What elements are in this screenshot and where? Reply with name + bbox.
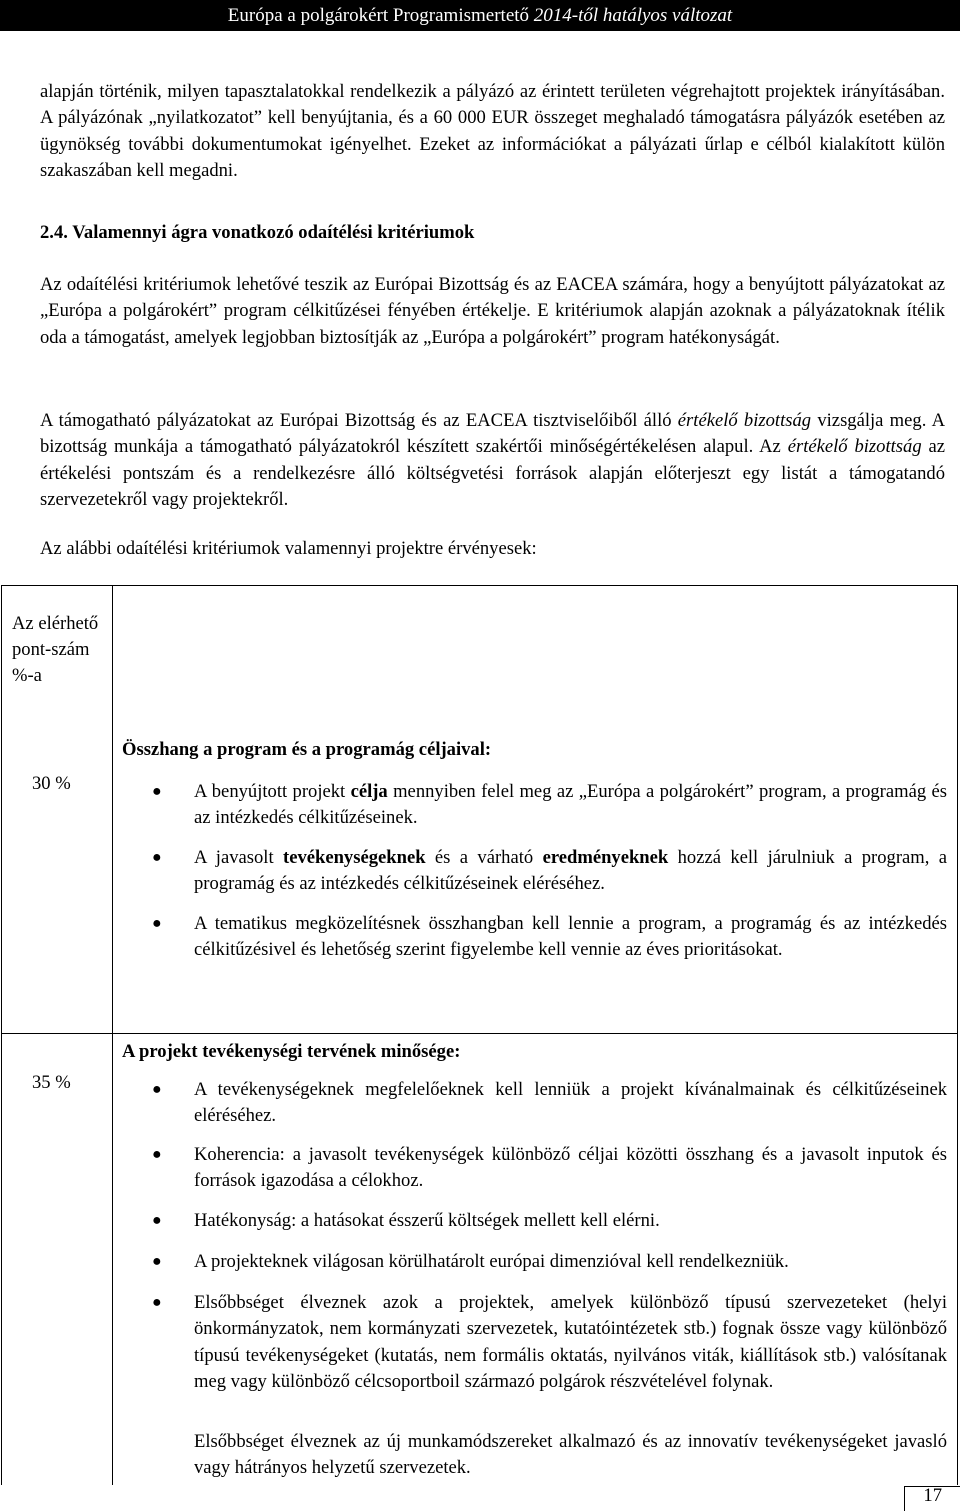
row2-bullet-1: A tevékenységeknek megfelelőeknek kell lenniük a projekt kívánalmainak és célkitűzéseinek eléréséhez. — [194, 1079, 947, 1127]
row1-bullet-3: A tematikus megközelítésnek összhangban kell lennie a program, a programág és az intézkedés célkitűzésivel és lehetőség szerint figyelembe kell vennie az éves prioritásokat. — [194, 913, 947, 961]
row1-bullet-2 — [194, 845, 947, 898]
para2-text-a: A támogatható pályázatokat az Európai Bizottság és az EACEA tisztviselőiből álló — [40, 410, 678, 431]
bullet-icon: ● — [152, 1146, 162, 1163]
intro-paragraph: alapján történik, milyen tapasztalatokkal rendelkezik a pályázó az érintett területen végrehajtott projektek irányításában. A pályázónak „nyilatkozatot” kell benyújtania, és a 60 000 EUR összeget meghaladó támogatásra pályázók esetében az ügynökség további dokumentumokat igényelhet. Ezeket az információkat a pályázati űrlap e célból kialakított külön szakaszában kell megadni. — [40, 81, 945, 182]
table-row-divider — [1, 1033, 958, 1034]
row1-bullet-1 — [194, 779, 947, 832]
row2-paragraph-6: Elsőbbséget élveznek az új munkamódszereket alkalmazó és az innovatív tevékenységeket javasló vagy hátrányos helyzetű szervezetek. — [194, 1431, 947, 1479]
bullet-icon: ● — [152, 1253, 162, 1270]
bullet-icon: ● — [152, 783, 162, 800]
running-header — [0, 0, 960, 31]
bullet-icon: ● — [152, 915, 162, 932]
row2-bullet-4: A projekteknek világosan körülhatárolt európai dimenzióval kell rendelkezniük. — [194, 1251, 789, 1272]
row1-percent: 30 % — [32, 773, 71, 794]
bullet-icon: ● — [152, 1081, 162, 1098]
row1-b2-text-e: hozzá kell járulniuk a program, a programág és az intézkedés célkitűzéseinek eléréséhez. — [194, 847, 947, 895]
para2-italic-d: értékelő bizottság — [787, 436, 922, 458]
bullet-icon: ● — [152, 1212, 162, 1229]
row2-bullet-5: Elsőbbséget élveznek azok a projektek, amelyek különböző típusú szervezeteket (helyi önkormányzatok, nem kormányzati szervezetek, kutatóintézetek stb.) fognak össze vagy különböző típusú tevékenységeket (kutatás, nem formális oktatás, nyilvános viták, kiállítások stb.) valósítanak meg vagy különböző célcsoportboil származó polgárok részvételével folynak. — [194, 1292, 947, 1393]
row1-b1-text-c: mennyiben felel meg az „Európa a polgárokért” program, a programág és az intézkedés célkitűzéseinek. — [194, 781, 947, 829]
page-number-border — [904, 1486, 905, 1511]
para2-text-c: vizsgálja meg. A bizottság munkája a támogatható pályázatokról készített szakértői minőségértékelésen alapul. Az — [40, 410, 946, 458]
row2-percent: 35 % — [32, 1072, 71, 1093]
bullet-icon: ● — [152, 1294, 162, 1311]
paragraph-criteria-intro: Az alábbi odaítélési kritériumok valamennyi projektre érvényesek: — [40, 538, 537, 559]
page-number: 17 — [923, 1485, 942, 1506]
row2-title: A projekt tevékenységi tervének minősége: — [122, 1041, 461, 1062]
paragraph-criteria-purpose: Az odaítélési kritériumok lehetővé teszik az Európai Bizottság és az EACEA számára, hogy a benyújtott pályázatokat az „Európa a polgárokért” program célkitűzései fényében értékelje. E kritériumok alapján azoknak a pályázatoknak ítélik oda a támogatást, amelyek legjobban biztosítják az „Európa a polgárokért” program hatékonyságát. — [40, 274, 945, 348]
row1-b1-text-a: A benyújtott projekt — [194, 781, 351, 802]
header-title: Európa a polgárokért Programismertető — [227, 5, 534, 26]
table-column-header: Az elérhető pont-szám %-a — [12, 613, 99, 686]
row1-b2-text-a: A javasolt — [194, 847, 283, 868]
row2-bullet-2: Koherencia: a javasolt tevékenységek különböző céljai közötti összhang és a javasolt inputok és források igazodása a célokhoz. — [194, 1144, 947, 1192]
section-heading: 2.4. Valamennyi ágra vonatkozó odaítélési kritériumok — [40, 222, 475, 243]
row1-b1-bold: célja — [350, 781, 388, 802]
table-column-divider — [112, 585, 113, 1485]
row1-title: Összhang a program és a programág céljaival: — [122, 739, 492, 760]
row2-bullet-3: Hatékonyság: a hatásokat ésszerű költségek mellett kell elérni. — [194, 1210, 660, 1231]
para2-text-e: az értékelési pontszám és a rendelkezésre álló költségvetési források alapján előterjeszt egy listát a támogatandó szervezetekről vagy projektekről. — [40, 436, 946, 511]
row1-b2-text-c: és a várható — [425, 847, 543, 868]
header-version: 2014-től hatályos változat — [533, 5, 733, 26]
paragraph-evaluation-committee — [40, 408, 945, 514]
bullet-icon: ● — [152, 849, 162, 866]
row1-b2-bold-d: eredményeknek — [542, 847, 669, 868]
para2-italic-b: értékelő bizottság — [677, 410, 812, 431]
row1-b2-bold-b: tevékenységeknek — [283, 847, 426, 868]
